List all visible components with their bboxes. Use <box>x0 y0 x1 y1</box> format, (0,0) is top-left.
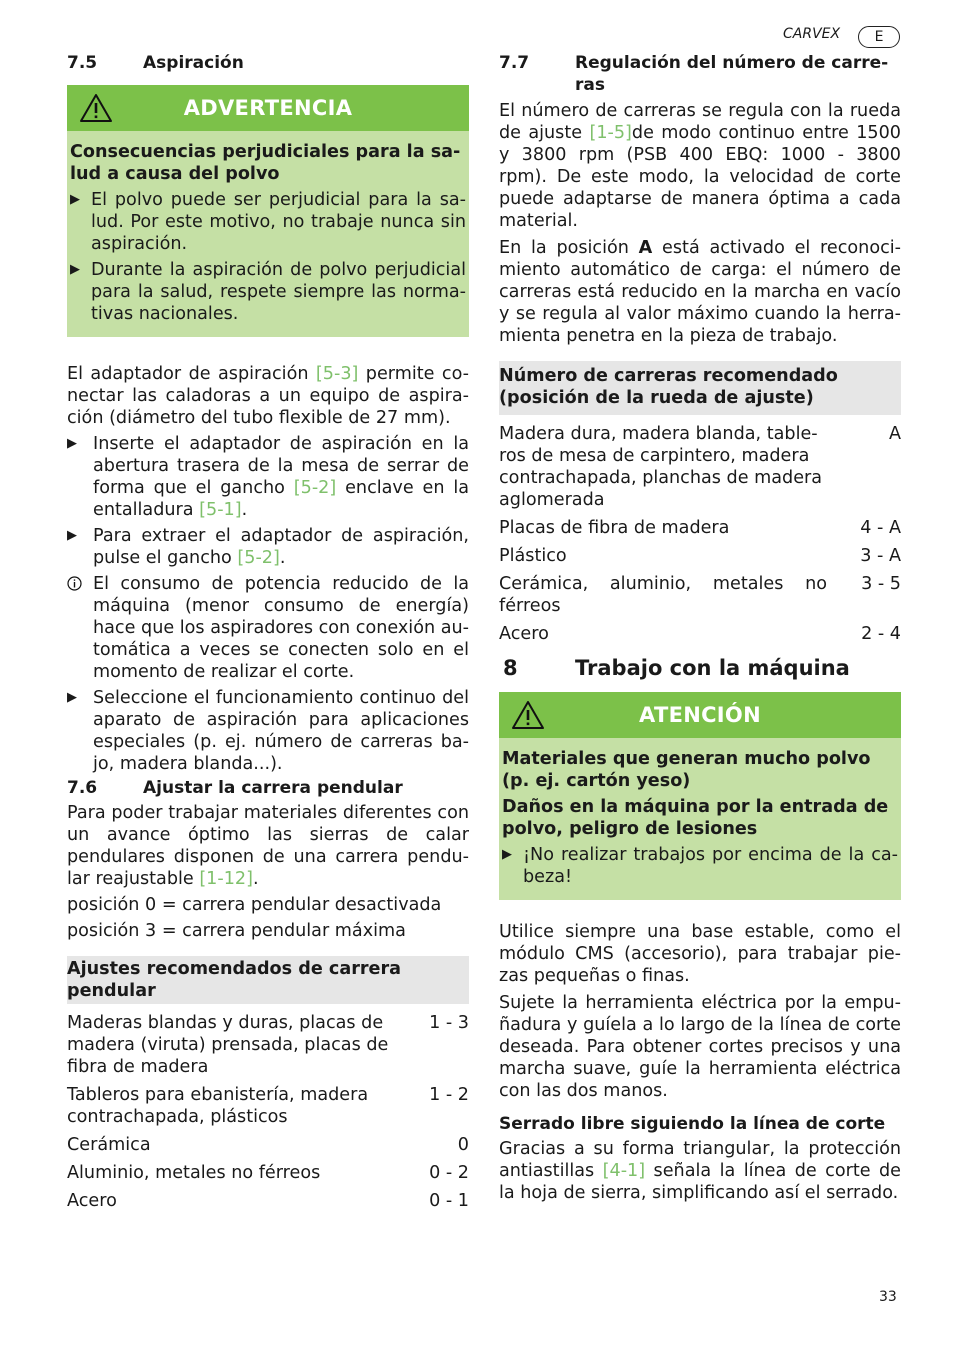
section-7-5-heading: 7.5 Aspiración <box>67 53 244 73</box>
caution-body <box>499 738 901 900</box>
warning-subtitle: Consecuencias perjudiciales para la sa-lud a causa del polvo <box>70 142 461 184</box>
warning-title: ADVERTENCIA <box>183 96 353 120</box>
figure-reference: [5-2] <box>293 478 337 498</box>
bullet-arrow-icon: ▶ <box>502 847 512 862</box>
figure-reference: [1-5] <box>589 123 632 143</box>
suction-adapter-paragraph: El adaptador de aspiración [5-3] permite co-nectar las caladoras a un equipo de aspira-ción (diámetro del tubo flexible de 27 mm). <box>67 364 470 428</box>
warning-bullet: ▶ El polvo puede ser perjudicial para la sa-lud. Por este motivo, no trabaje nunca sin aspiración. <box>70 190 466 254</box>
caution-materials: Materiales que generan mucho polvo (p. ej. cartón yeso) <box>502 749 871 791</box>
info-icon <box>67 573 93 683</box>
table-row: Aluminio, metales no férreos 0 - 2 <box>67 1163 469 1183</box>
warning-body <box>67 131 469 337</box>
table-row: Plástico 3 - A <box>499 546 901 566</box>
table-row: Placas de fibra de madera 4 - A <box>499 518 901 538</box>
instruction-bullet: ▶ Para extraer el adaptador de aspiración, pulse el gancho [5-2]. <box>67 526 469 568</box>
figure-reference: [5-1] <box>199 500 242 520</box>
warning-bullet: ▶ Durante la aspiración de polvo perjudicial para la salud, respete siempre las norma-tivas nacionales. <box>70 260 466 324</box>
table-row: Cerámica 0 <box>67 1135 469 1155</box>
table-row: Madera dura, madera blanda, table-ros de mesa de carpintero, madera contrachapada, planchas de madera aglomerada A <box>499 424 901 510</box>
caution-damage: Daños en la máquina por la entrada de polvo, peligro de lesiones <box>502 797 889 839</box>
table-row: Cerámica, aluminio, metales no férreos 3 - 5 <box>499 574 901 616</box>
warning-header <box>67 85 469 131</box>
language-badge: E <box>858 26 900 48</box>
table-row: Acero 0 - 1 <box>67 1191 469 1211</box>
stroke-table <box>499 423 901 645</box>
guide-tool-paragraph: Sujete la herramienta eléctrica por la empu-ñadura y guíela a lo largo de la línea de corte deseada. Para obtener cortes precisos y una marcha suave, guíe la herramienta eléctrica con las dos manos. <box>499 993 901 1101</box>
stroke-rate-paragraph: El número de carreras se regula con la rueda de ajuste [1-5]de modo continuo entre 1500 y 3800 rpm (PSB 400 EBQ: 1000 - 3800 rpm). De este modo, la velocidad de corte puede adaptarse de manera óptima a cada material. <box>499 101 901 231</box>
page-number: 33 <box>879 1289 897 1305</box>
right-column <box>499 52 901 1204</box>
left-column <box>67 52 469 1218</box>
table-row: Maderas blandas y duras, placas de madera (viruta) prensada, placas de fibra de madera 1 - 3 <box>67 1013 469 1077</box>
stable-base-paragraph: Utilice siempre una base estable, como el módulo CMS (accesorio), para trabajar pie-zas pequeñas o finas. <box>499 922 901 986</box>
bullet-arrow-icon: ▶ <box>67 436 77 451</box>
caution-box <box>499 692 901 900</box>
figure-reference: [1-12] <box>199 869 253 889</box>
table-row: Tableros para ebanistería, madera contrachapada, plásticos 1 - 2 <box>67 1085 469 1127</box>
splinter-guard-paragraph: Gracias a su forma triangular, la protección antiastillas [4-1] señala la línea de corte de la hoja de sierra, simplificando así el serrado. <box>499 1139 901 1203</box>
position-3-text: posición 3 = carrera pendular máxima <box>67 921 406 941</box>
instruction-bullet: ▶ Seleccione el funcionamiento continuo del aparato de aspiración para aplicaciones especiales (p. ej. número de carreras ba-jo, madera blanda...). <box>67 688 469 774</box>
brand-name: CARVEX <box>783 26 841 42</box>
caution-title: ATENCIÓN <box>639 703 761 727</box>
section-8-heading: 8 Trabajo con la máquina <box>503 656 850 680</box>
free-sawing-heading: Serrado libre siguiendo la línea de corte <box>499 1114 886 1134</box>
bullet-arrow-icon: ▶ <box>70 262 80 277</box>
position-0-text: posición 0 = carrera pendular desactivada <box>67 895 442 915</box>
stroke-table-header: Número de carreras recomendado (posición de la rueda de ajuste) <box>499 361 901 415</box>
pendulum-table-header: Ajustes recomendados de carrera pendular <box>67 956 469 1004</box>
caution-header <box>499 692 901 738</box>
section-7-6-heading: 7.6 Ajustar la carrera pendular <box>67 778 403 798</box>
bullet-arrow-icon: ▶ <box>70 192 80 207</box>
caution-bullet: ▶ ¡No realizar trabajos por encima de la ca-beza! <box>502 845 898 887</box>
table-row: Acero 2 - 4 <box>499 624 901 644</box>
bullet-arrow-icon: ▶ <box>67 690 77 705</box>
load-detection-paragraph: En la posición A está activado el reconoci-miento automático de carga: el número de carreras está reducido en la marcha en vacío y se regula al valor máximo cuando la herra-mienta penetra en la pieza de trabajo. <box>499 238 901 346</box>
figure-reference: [5-2] <box>237 548 280 568</box>
pendulum-paragraph: Para poder trabajar materiales diferentes con un avance óptimo las sierras de calar pendulares disponen de una carrera pendu-lar reajustable [1-12]. <box>67 803 469 889</box>
section-7-7-heading: 7.7 Regulación del número de carre-ras <box>499 53 889 95</box>
pendulum-table <box>67 1012 469 1212</box>
figure-reference: [5-3] <box>315 364 359 384</box>
bullet-arrow-icon: ▶ <box>67 528 77 543</box>
instruction-bullet: ▶ Inserte el adaptador de aspiración en la abertura trasera de la mesa de serrar de forma que el gancho [5-2] enclave en la entalladura [5-1]. <box>67 434 469 520</box>
figure-reference: [4-1] <box>602 1161 646 1181</box>
warning-box <box>67 85 469 337</box>
info-note: El consumo de potencia reducido de la máquina (menor consumo de energía) hace que los aspiradores con conexión au-tomática a veces se conecten solo en el momento de realizar el corte. <box>67 573 469 683</box>
